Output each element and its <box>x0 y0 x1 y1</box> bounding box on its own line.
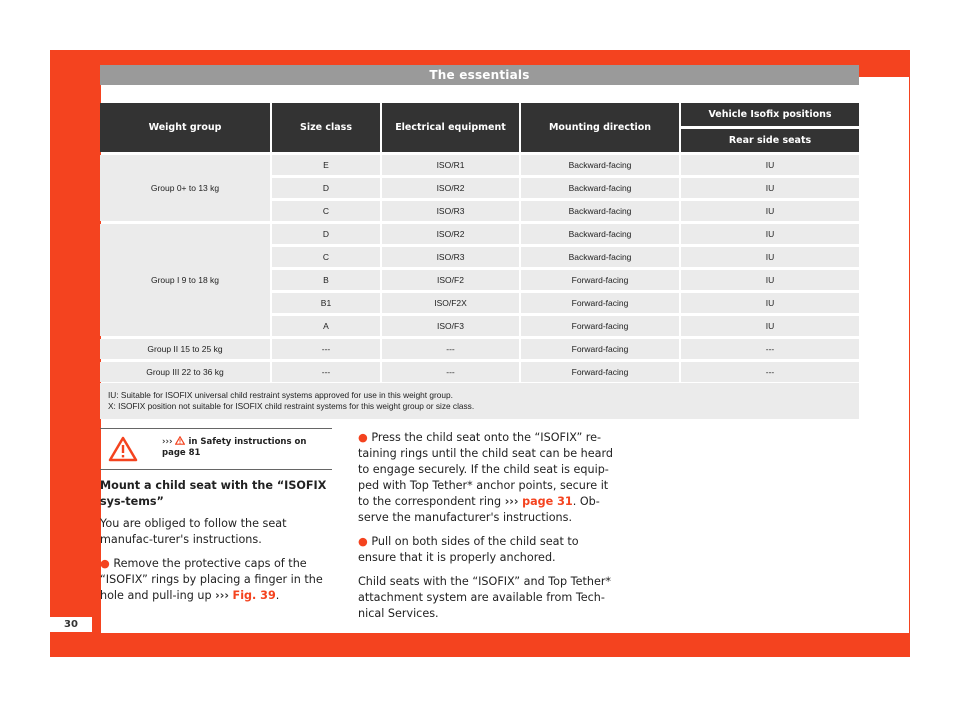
header-vehicle-isofix-positions: Vehicle Isofix positions <box>681 103 859 126</box>
table-cell: IU <box>681 201 859 221</box>
bullet-icon: ● <box>358 535 368 548</box>
table-cell: IU <box>681 316 859 336</box>
table-cell: Forward-facing <box>521 339 681 359</box>
instruction-paragraph: You are obliged to follow the seat manufac-turer's instructions. <box>100 517 287 546</box>
table-row <box>100 155 859 175</box>
right-column <box>358 430 614 630</box>
table-cell: IU <box>681 178 859 198</box>
table-row <box>100 362 859 382</box>
table-cell: ISO/R2 <box>382 178 521 198</box>
header-size-class: Size class <box>272 103 382 152</box>
isofix-table <box>100 100 859 385</box>
warning-small-icon <box>175 436 185 445</box>
table-cell: IU <box>681 247 859 267</box>
table-cell: Forward-facing <box>521 362 681 382</box>
warning-text[interactable]: ››› in Safety instructions on page 81 <box>162 437 307 458</box>
table-notes <box>100 383 859 419</box>
table-cell: ISO/F2X <box>382 293 521 313</box>
page-31-link[interactable]: page 31 <box>522 495 573 508</box>
table-cell: Backward-facing <box>521 201 681 221</box>
table-cell: ISO/F3 <box>382 316 521 336</box>
table-cell: B <box>272 270 382 290</box>
table-cell: D <box>272 178 382 198</box>
note-x: X: ISOFIX position not suitable for ISOFIX child restraint systems for this weight group or size class. <box>108 401 475 411</box>
table-cell: ISO/R1 <box>382 155 521 175</box>
weight-group-cell: Group 0+ to 13 kg <box>100 155 272 221</box>
table-cell: Backward-facing <box>521 247 681 267</box>
table-cell: Forward-facing <box>521 293 681 313</box>
bullet-icon: ● <box>100 557 110 570</box>
warning-top-rule <box>100 428 332 429</box>
section-heading: Mount a child seat with the “ISOFIX sys-tems” <box>100 479 327 508</box>
warning-box <box>100 428 332 470</box>
bullet-pull-sides: ● Pull on both sides of the child seat to ensure that it is properly anchored. <box>358 535 579 564</box>
warning-triangle-icon <box>108 436 138 462</box>
table-cell: Backward-facing <box>521 224 681 244</box>
table-cell: IU <box>681 293 859 313</box>
table-cell: ISO/F2 <box>382 270 521 290</box>
table-cell: --- <box>681 339 859 359</box>
warning-bottom-rule <box>100 469 332 470</box>
table-cell: Backward-facing <box>521 178 681 198</box>
table-row <box>100 224 859 244</box>
table-cell: ISO/R3 <box>382 201 521 221</box>
table-cell: --- <box>681 362 859 382</box>
header-mounting-direction: Mounting direction <box>521 103 681 152</box>
table-cell: ISO/R3 <box>382 247 521 267</box>
table-row <box>100 339 859 359</box>
table-cell: D <box>272 224 382 244</box>
table-cell: Forward-facing <box>521 316 681 336</box>
table-cell: --- <box>382 339 521 359</box>
header-rear-side-seats: Rear side seats <box>681 129 859 152</box>
header-electrical-equipment: Electrical equipment <box>382 103 521 152</box>
fig-39-link[interactable]: Fig. 39 <box>232 589 276 602</box>
table-cell: IU <box>681 155 859 175</box>
table-cell: C <box>272 247 382 267</box>
table-cell: E <box>272 155 382 175</box>
weight-group-cell: Group III 22 to 36 kg <box>100 362 272 382</box>
availability-paragraph: Child seats with the “ISOFIX” and Top Tether* attachment system are available from Tech-nical Services. <box>358 575 612 620</box>
table-cell: --- <box>272 362 382 382</box>
table-cell: Backward-facing <box>521 155 681 175</box>
table-cell: Forward-facing <box>521 270 681 290</box>
table-cell: --- <box>272 339 382 359</box>
weight-group-cell: Group II 15 to 25 kg <box>100 339 272 359</box>
bullet-remove-caps: ● Remove the protective caps of the “ISOFIX” rings by placing a finger in the hole and pull-ing up ››› Fig. 39. <box>100 557 323 602</box>
table-cell: ISO/R2 <box>382 224 521 244</box>
table-cell: IU <box>681 224 859 244</box>
bullet-press-seat: ● Press the child seat onto the “ISOFIX” re-taining rings until the child seat can be heard to engage securely. If the child seat is equip-ped with Top Tether* anchor points, secure it to the correspondent ring ››› page 31. Ob-serve the manufacturer's instructions. <box>358 431 613 524</box>
note-iu: IU: Suitable for ISOFIX universal child restraint systems approved for use in this weight group. <box>108 390 453 400</box>
bullet-icon: ● <box>358 431 368 444</box>
table-cell: --- <box>382 362 521 382</box>
page-number: 30 <box>50 617 92 632</box>
left-column <box>100 478 342 612</box>
page-title: The essentials <box>100 65 859 85</box>
table-cell: A <box>272 316 382 336</box>
table-cell: B1 <box>272 293 382 313</box>
table-cell: C <box>272 201 382 221</box>
header-weight-group: Weight group <box>100 103 272 152</box>
table-cell: IU <box>681 270 859 290</box>
weight-group-cell: Group I 9 to 18 kg <box>100 224 272 336</box>
